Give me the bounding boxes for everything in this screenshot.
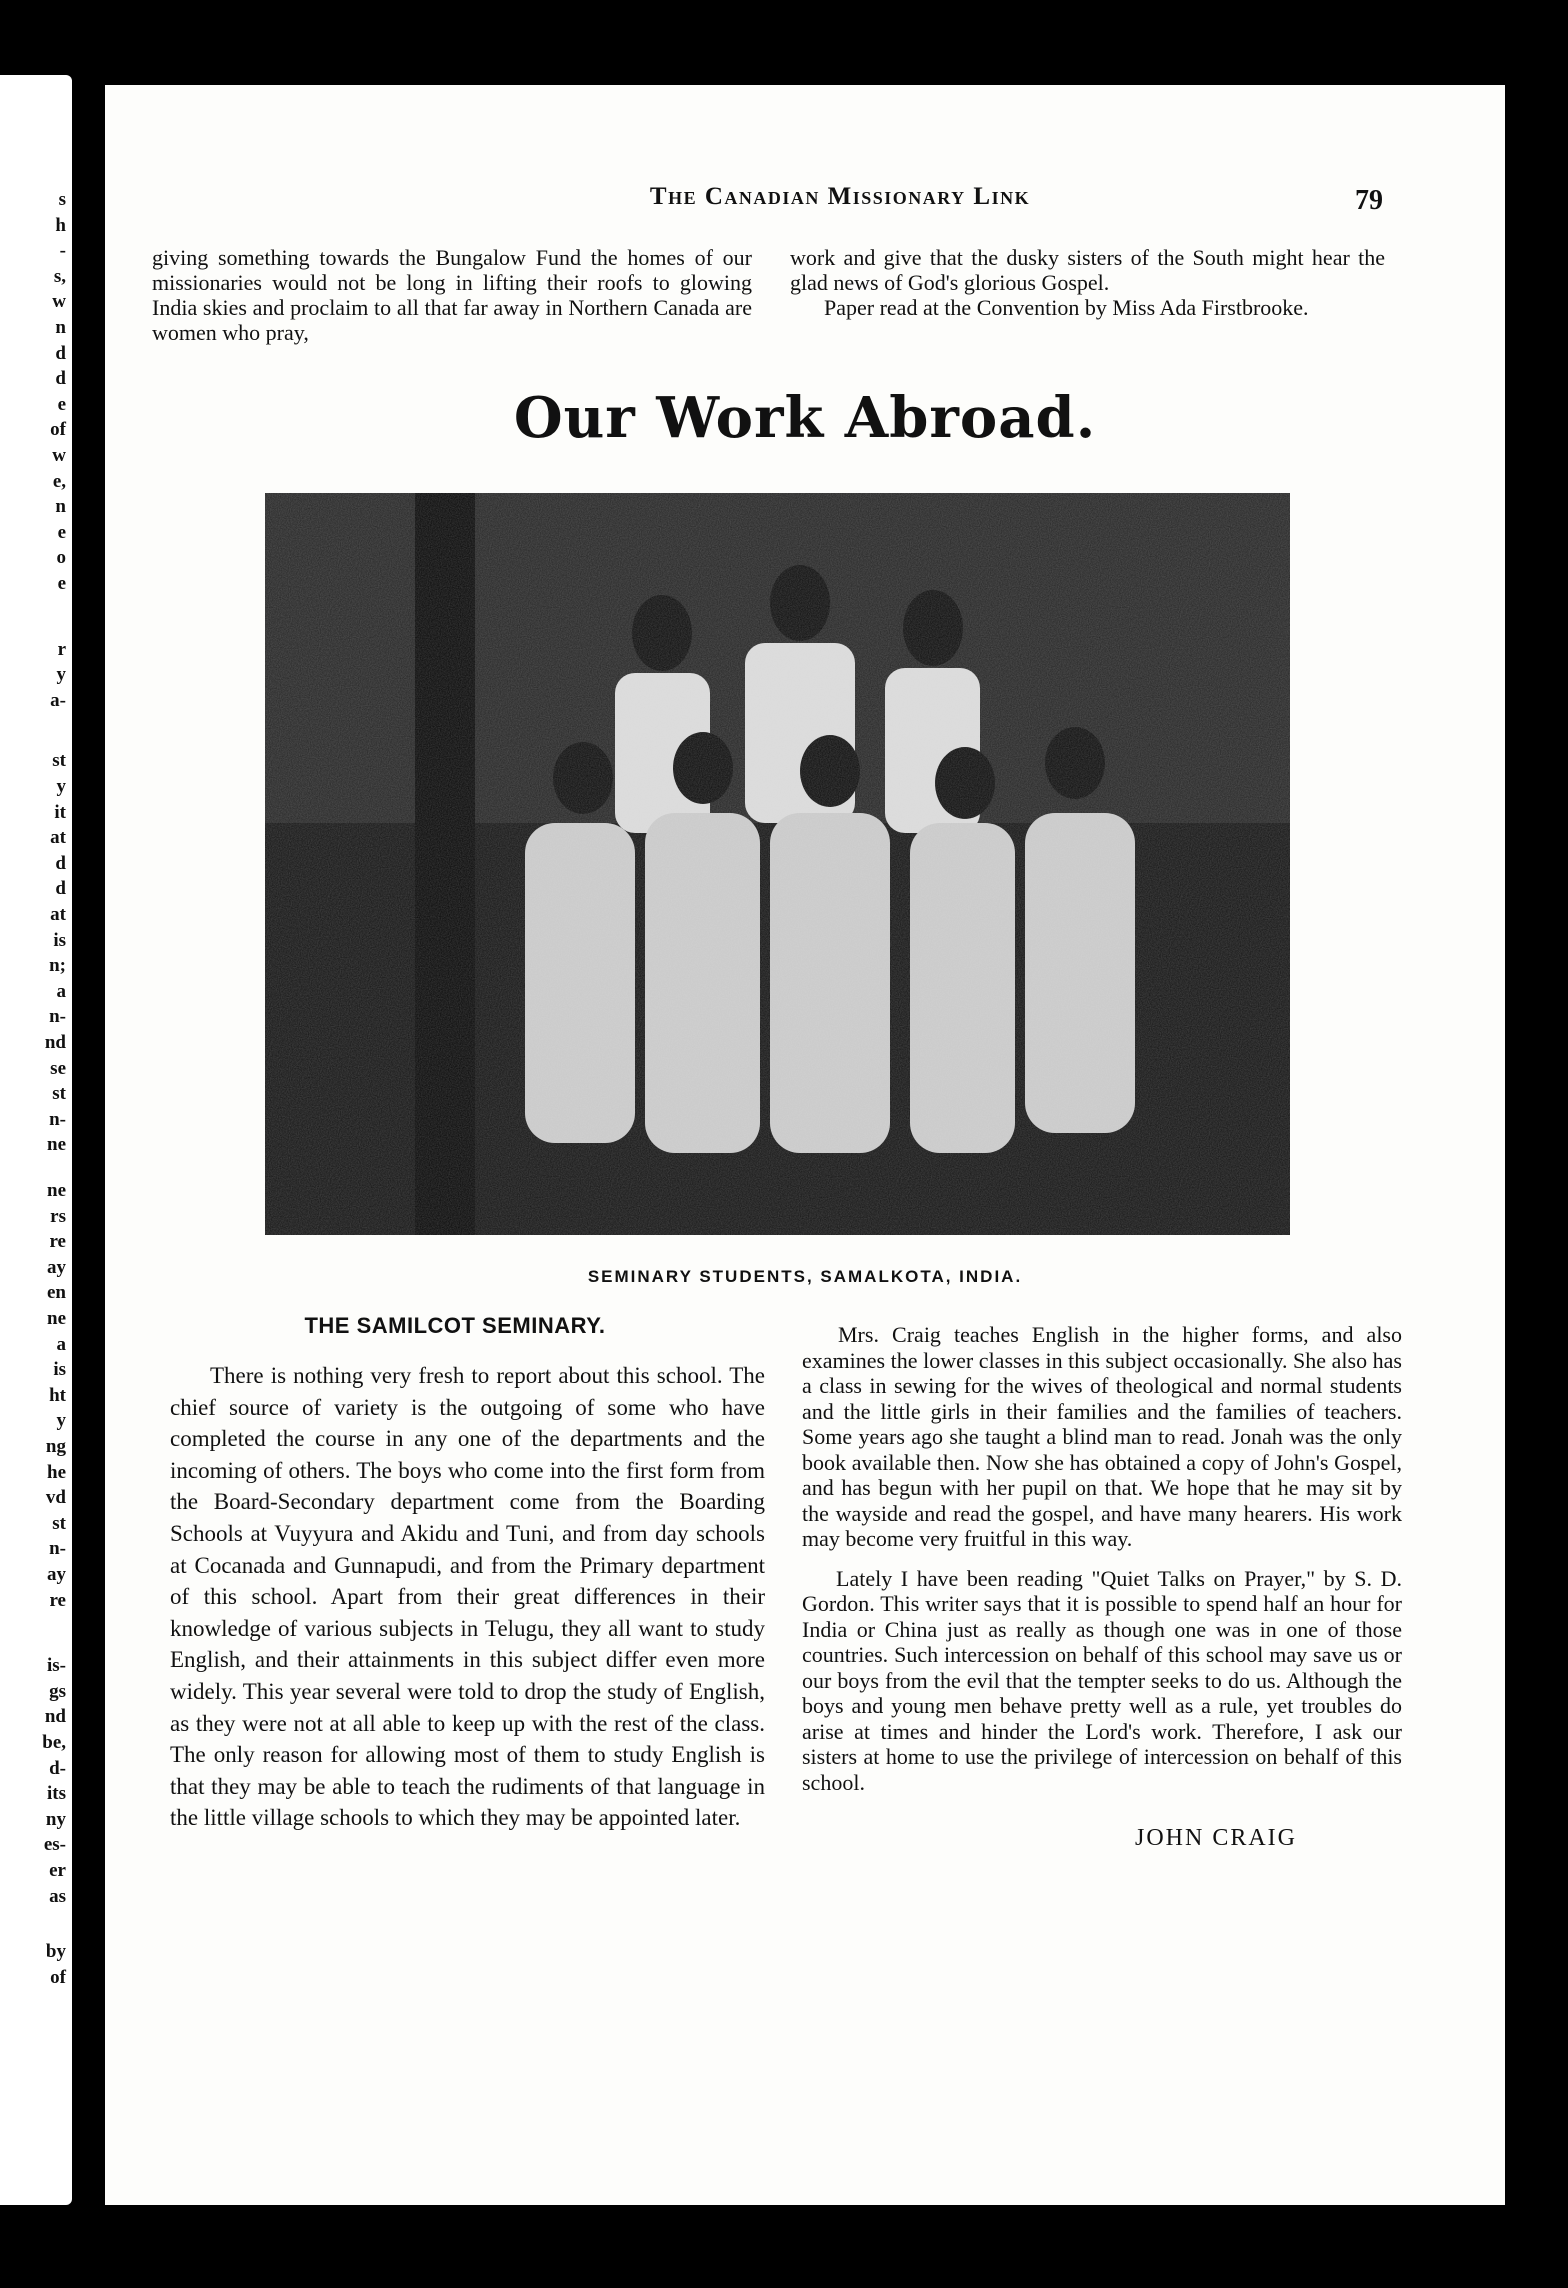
- previous-page-fragment: ne: [47, 1134, 66, 1156]
- previous-page-fragment: as: [49, 1885, 66, 1907]
- previous-page-fragment: rs: [50, 1205, 66, 1227]
- previous-page-fragment: ne: [47, 1180, 66, 1201]
- article-paragraph: Lately I have been reading "Quiet Talks on Prayer," by S. D. Gordon. This writer says that it is possible to spend half an hour for India or China just as really as though one was in one of those countries. Such intercession on behalf of this school may save us or our boys from the evil that the tempter seeks to do us. Although the boys and young men behave pretty well as a rule, yet troubles do arise at times and hinder the Lord's work. Therefore, I ask our sisters at home to use the privilege of intercession on behalf of this school.: [802, 1565, 1402, 1795]
- previous-page-fragment: nd: [44, 1032, 66, 1053]
- previous-page-fragment: e: [57, 393, 66, 415]
- continued-paragraph-right: work and give that the dusky sisters of the South might hear the glad news of God's glorious Gospel.: [790, 245, 1385, 295]
- previous-page-fragment: ng: [45, 1436, 66, 1457]
- previous-page-fragment: vd: [45, 1487, 66, 1509]
- previous-page-fragment: by: [45, 1941, 66, 1963]
- continued-text-left: [152, 245, 752, 345]
- previous-page-fragment: he: [47, 1461, 66, 1483]
- paper-attribution: Paper read at the Convention by Miss Ada Firstbrooke.: [824, 295, 1309, 320]
- previous-page-fragment: its: [47, 1783, 66, 1805]
- article-column-left: [170, 1360, 765, 1834]
- previous-page-fragment: n-: [49, 1538, 66, 1560]
- seminary-students-photo: [265, 493, 1290, 1235]
- article-heading: THE SAMILCOT SEMINARY.: [304, 1313, 606, 1338]
- previous-page-fragment: a-: [50, 689, 66, 711]
- previous-page-fragment: d: [55, 342, 66, 364]
- previous-page-fragment: be,: [42, 1732, 66, 1753]
- previous-page-fragment: w: [52, 445, 66, 466]
- previous-page-fragment: ne: [47, 1308, 66, 1329]
- previous-page-fragment: a: [56, 980, 66, 1002]
- previous-page-fragment: e: [57, 521, 66, 543]
- previous-page-fragment: is-: [47, 1655, 66, 1677]
- group-photo-image: [265, 493, 1290, 1235]
- previous-page-fragment: e: [57, 573, 66, 594]
- author-signature: JOHN CRAIG: [1135, 1825, 1298, 1851]
- previous-page-fragment: re: [49, 1231, 66, 1253]
- previous-page-fragment: h: [55, 214, 66, 236]
- previous-page-fragment: d: [55, 852, 66, 874]
- previous-page-fragment: se: [50, 1057, 66, 1079]
- previous-page-fragment: it: [54, 801, 66, 823]
- previous-page-fragment: n-: [49, 1108, 66, 1130]
- previous-page-fragment: d: [55, 878, 66, 900]
- previous-page-fragment: n-: [49, 1006, 66, 1028]
- previous-page-fragment: w: [52, 291, 66, 313]
- previous-page-fragment: gs: [49, 1680, 66, 1702]
- page-number: 79: [1355, 185, 1383, 216]
- previous-page-fragment: d: [55, 368, 66, 390]
- section-banner: Our Work Abroad.: [513, 385, 1097, 451]
- previous-page-fragment: at: [50, 904, 66, 925]
- magazine-page: [105, 85, 1505, 2205]
- previous-page-fragment: is: [53, 1359, 66, 1381]
- previous-page-fragment: a: [56, 1333, 66, 1355]
- previous-page-fragment: at: [50, 827, 66, 849]
- previous-page-fragment: y: [56, 776, 66, 797]
- continued-paragraph-left: giving something towards the Bungalow Fund the homes of our missionaries would not be long in lifting their roofs to glowing India skies and proclaim to all that far away in Northern Canada are women who pray,: [152, 245, 752, 345]
- previous-page-fragment: is: [53, 929, 66, 951]
- previous-page-fragment: y: [56, 1410, 66, 1432]
- previous-page-fragment: en: [47, 1282, 66, 1304]
- previous-page-fragment: o: [56, 547, 66, 569]
- article-paragraph: There is nothing very fresh to report about this school. The chief source of variety is the outgoing of some who have completed the course in any one of the departments and the incoming of others. The boys who come into the first form from the Board-Secondary department come from the Boarding Schools at Vuyyura and Akidu and Tuni, and from day schools at Cocanada and Gunnapudi, and from the Primary department of this school. Apart from their great differences in their knowledge of various subjects in Telugu, they all want to study English, and their attainments in this subject differ even more widely. This year several were told to drop the study of English, as they were not at all able to keep up with the rest of the class. The only reason for allowing most of them to study English is that they may be able to teach the rudiments of that language in the little village schools to which they may be appointed later.: [170, 1363, 765, 1831]
- previous-page-fragment: nd: [44, 1706, 66, 1728]
- previous-page-fragment: ay: [47, 1256, 66, 1278]
- previous-page-edge: [0, 75, 72, 2205]
- running-header-title: The Canadian Missionary Link: [649, 183, 1031, 210]
- previous-page-fragment: y: [56, 664, 66, 686]
- article-column-right: [802, 1322, 1402, 1795]
- previous-page-fragment: st: [52, 1083, 66, 1105]
- previous-page-fragment: st: [52, 750, 66, 772]
- previous-page-fragment: of: [50, 1966, 66, 1988]
- previous-page-fragment: st: [52, 1512, 66, 1534]
- previous-page-fragment: ny: [45, 1808, 66, 1830]
- previous-page-fragment: e,: [52, 470, 66, 492]
- previous-page-fragment: n;: [49, 955, 66, 977]
- previous-page-fragment: -: [59, 240, 66, 262]
- continued-text-right: [790, 245, 1385, 320]
- previous-page-fragment: er: [49, 1860, 66, 1881]
- previous-page-fragment: es-: [43, 1834, 66, 1856]
- previous-page-fragment: of: [50, 419, 66, 441]
- previous-page-fragment: ay: [47, 1564, 66, 1585]
- previous-page-fragment: s: [58, 189, 66, 210]
- previous-page-fragment: n: [55, 496, 66, 518]
- article-paragraph: Mrs. Craig teaches English in the higher forms, and also examines the lower classes in this subject occasionally. She also has a class in sewing for the wives of theological and normal students and the little girls in their families and the families of teachers. Some years ago she taught a blind man to read. Jonah was the only book available then. Now she has obtained a copy of John's Gospel, and has begun with her pupil on that. We hope that he may sit by the wayside and read the gospel, and have many hearers. His work may become very fruitful in this way.: [802, 1322, 1402, 1551]
- previous-page-fragment: r: [57, 638, 66, 660]
- photo-caption: SEMINARY STUDENTS, SAMALKOTA, INDIA.: [587, 1267, 1023, 1286]
- previous-page-fragment: ht: [49, 1384, 66, 1406]
- previous-page-fragment: d-: [49, 1757, 66, 1779]
- previous-page-fragment: n: [55, 317, 66, 338]
- previous-page-fragment: re: [49, 1589, 66, 1611]
- previous-page-fragment: s,: [53, 265, 66, 287]
